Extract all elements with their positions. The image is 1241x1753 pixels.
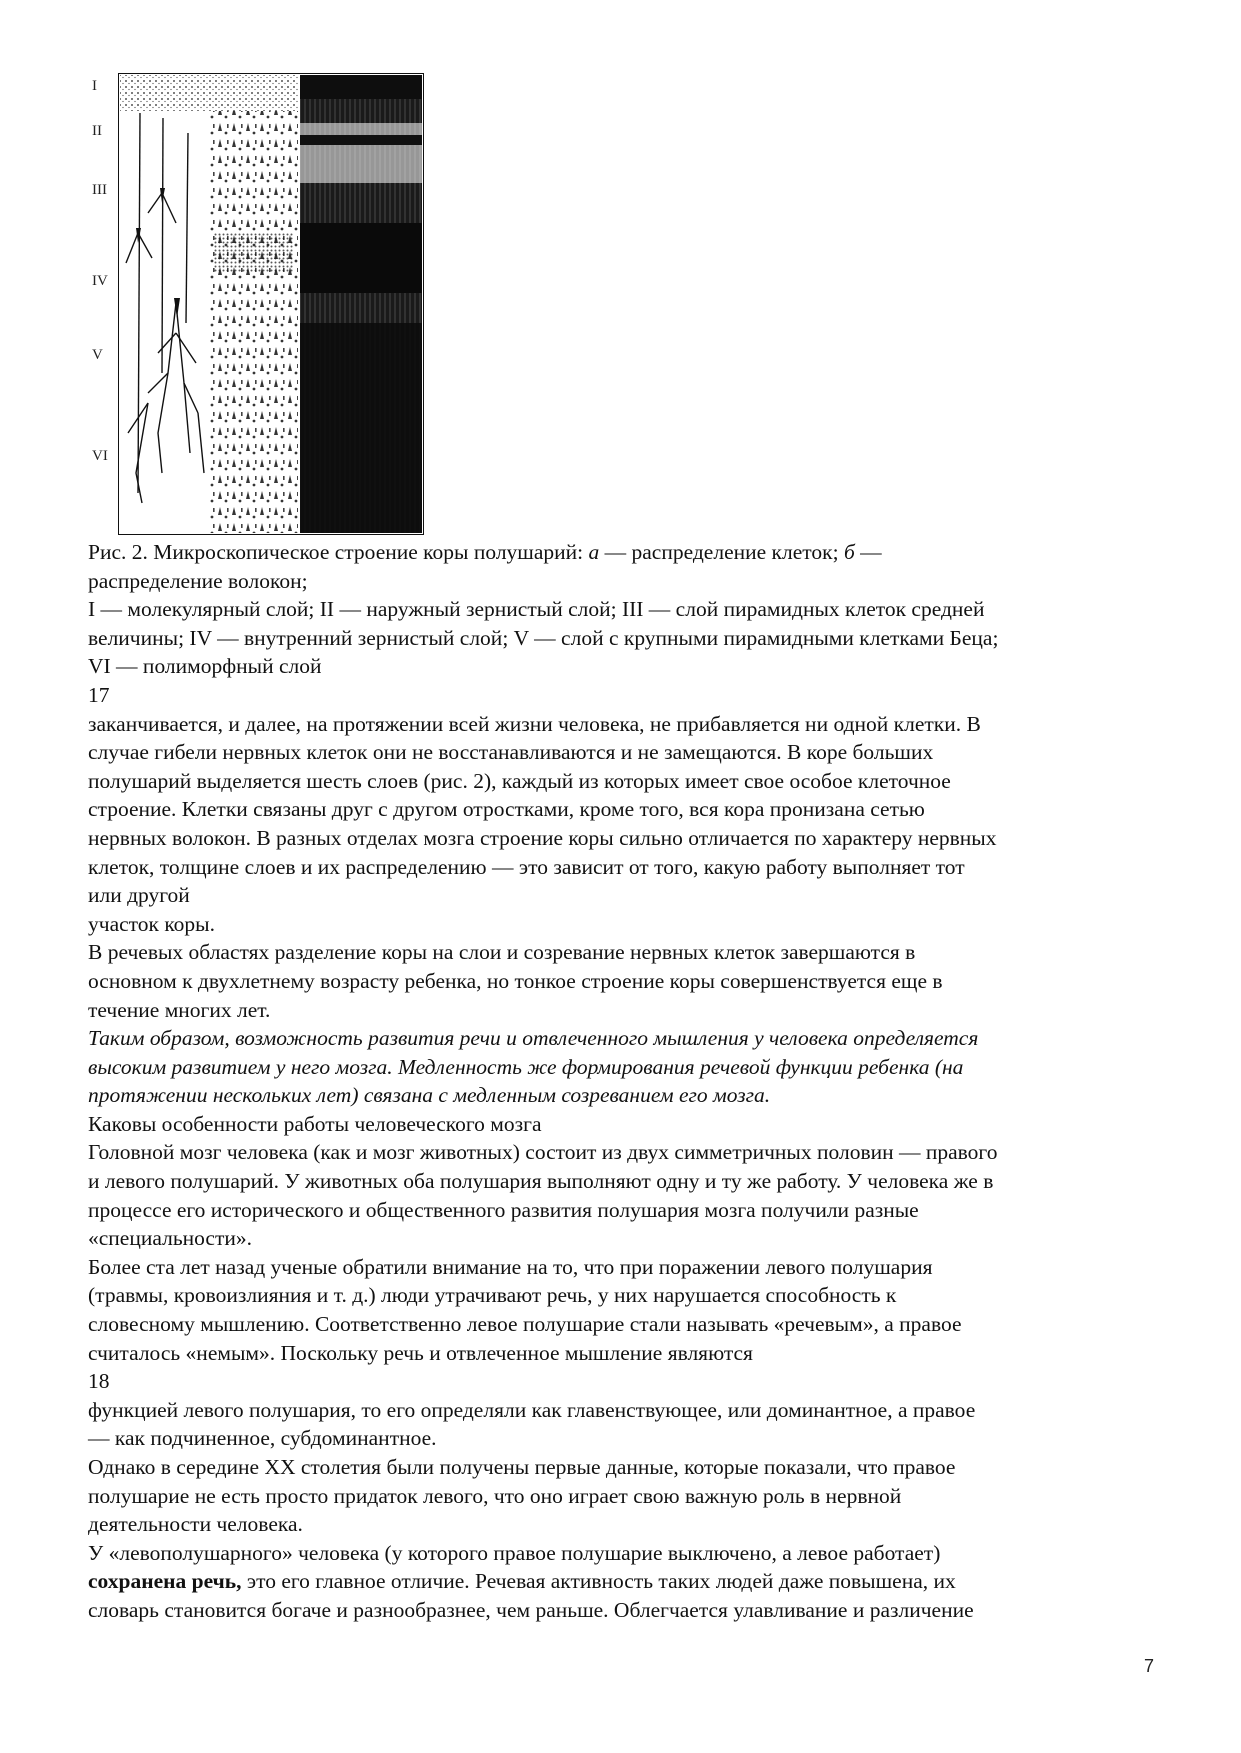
text-line: словесному мышлению. Соответственно левое полушарие стали называть «речевым», а правое bbox=[88, 1312, 962, 1337]
caption-prefix: Рис. 2. Микроскопическое строение коры полушарий: bbox=[88, 540, 589, 564]
text-line: Более ста лет назад ученые обратили внимание на то, что при поражении левого полушария bbox=[88, 1254, 933, 1279]
text-line: Таким образом, возможность развития речи и отвлеченного мышления у человека определяется bbox=[88, 1026, 979, 1051]
text-line: считалось «немым». Поскольку речь и отвлеченное мышление являются bbox=[88, 1340, 753, 1365]
cortex-microstructure-illustration bbox=[118, 73, 424, 535]
figure-caption bbox=[88, 538, 1156, 681]
layer-label-v: V bbox=[92, 347, 103, 363]
text-line: нервных волокон. В разных отделах мозга строение коры сильно отличается по характеру нервных bbox=[88, 825, 997, 850]
text-line: словарь становится богаче и разнообразнее, чем раньше. Облегчается улавливание и различение bbox=[88, 1597, 974, 1622]
text-line: строение. Клетки связаны друг с другом отростками, кроме того, вся кора пронизана сетью bbox=[88, 797, 925, 822]
text-line: функцией левого полушария, то его определяли как главенствующее, или доминантное, а правое bbox=[88, 1397, 976, 1422]
text-line: «специальности». bbox=[88, 1226, 252, 1251]
paragraph-1 bbox=[88, 710, 1156, 910]
caption-line-4: величины; IV — внутренний зернистый слой; V — слой с крупными пирамидными клетками Беца; bbox=[88, 625, 999, 650]
layer-label-iv: IV bbox=[92, 273, 108, 289]
layer-label-i: I bbox=[92, 78, 97, 94]
text-line: — как подчиненное, субдоминантное. bbox=[88, 1426, 437, 1451]
caption-line-3: I — молекулярный слой; II — наружный зернистый слой; III — слой пирамидных клеток средней bbox=[88, 597, 985, 622]
text-line: Однако в середине XX столетия были получены первые данные, которые показали, что правое bbox=[88, 1455, 956, 1479]
paragraph-5 bbox=[88, 1396, 1156, 1453]
text-line: полушарие не есть просто придаток левого, что оно играет свою важную роль в нервной bbox=[88, 1483, 902, 1508]
page-body-text bbox=[88, 538, 1156, 1625]
page-reference-17: 17 bbox=[88, 682, 110, 707]
layer-label-vi: VI bbox=[92, 448, 108, 464]
text-line: заканчивается, и далее, на протяжении всей жизни человека, не прибавляется ни одной клетки. В bbox=[88, 711, 981, 736]
text-line: и левого полушарий. У животных оба полушария выполняют одну и ту же работу. У человека же в bbox=[88, 1169, 994, 1194]
text-line: процессе его исторического и общественного развития полушария мозга получили разные bbox=[88, 1197, 919, 1222]
caption-a-text: — распределение клеток; bbox=[599, 540, 844, 564]
text-line: У «левополушарного» человека (у которого правое полушарие выключено, а левое работает) bbox=[88, 1540, 941, 1565]
text-line: высоким развитием у него мозга. Медленность же формирования речевой функции ребенка (на bbox=[88, 1054, 964, 1079]
caption-line-5: VI — полиморфный слой bbox=[88, 654, 322, 679]
page-reference-18: 18 bbox=[88, 1369, 110, 1394]
text-line: (травмы, кровоизлияния и т. д.) люди утрачивают речь, у них нарушается способность к bbox=[88, 1283, 897, 1308]
text-line: деятельности человека. bbox=[88, 1512, 303, 1537]
text-line: Головной мозг человека (как и мозг животных) состоит из двух симметричных половин — правого bbox=[88, 1140, 998, 1165]
paragraph-4 bbox=[88, 1253, 1156, 1367]
text-line: полушарий выделяется шесть слоев (рис. 2), каждый из которых имеет свое особое клеточное bbox=[88, 768, 951, 793]
paragraph-7 bbox=[88, 1539, 1156, 1625]
text-line: случае гибели нервных клеток они не восстанавливаются и не замещаются. В коре больших bbox=[88, 740, 934, 765]
text-line: это его главное отличие. Речевая активность таких людей даже повышена, их bbox=[241, 1569, 956, 1594]
caption-b-text: — bbox=[854, 540, 882, 564]
text-line: течение многих лет. bbox=[88, 997, 271, 1022]
paragraph-1-end: участок коры. bbox=[88, 911, 216, 936]
text-line: клеток, толщине слоев и их распределению — это зависит от того, какую работу выполняет тот bbox=[88, 854, 965, 879]
layer-label-iii: III bbox=[92, 182, 107, 198]
text-line: или другой bbox=[88, 883, 190, 908]
section-heading: Каковы особенности работы человеческого мозга bbox=[88, 1111, 542, 1136]
cortex-layers-figure bbox=[118, 73, 424, 535]
paragraph-2 bbox=[88, 938, 1156, 1024]
text-line: протяжении нескольких лет) связана с медленным созреванием его мозга. bbox=[88, 1083, 771, 1108]
page-number: 7 bbox=[1144, 1656, 1155, 1676]
text-line: основном к двухлетнему возрасту ребенка, но тонкое строение коры совершенствуется еще в bbox=[88, 968, 943, 993]
caption-line-2: распределение волокон; bbox=[88, 568, 308, 593]
caption-label-b: б bbox=[843, 540, 855, 564]
caption-label-a: а bbox=[588, 540, 600, 564]
layer-label-ii: II bbox=[92, 123, 102, 139]
italic-summary-paragraph bbox=[88, 1024, 1156, 1110]
paragraph-6 bbox=[88, 1453, 1156, 1539]
bold-phrase: сохранена речь, bbox=[88, 1569, 242, 1594]
paragraph-3 bbox=[88, 1138, 1156, 1252]
text-line: В речевых областях разделение коры на слои и созревание нервных клеток завершаются в bbox=[88, 940, 916, 965]
